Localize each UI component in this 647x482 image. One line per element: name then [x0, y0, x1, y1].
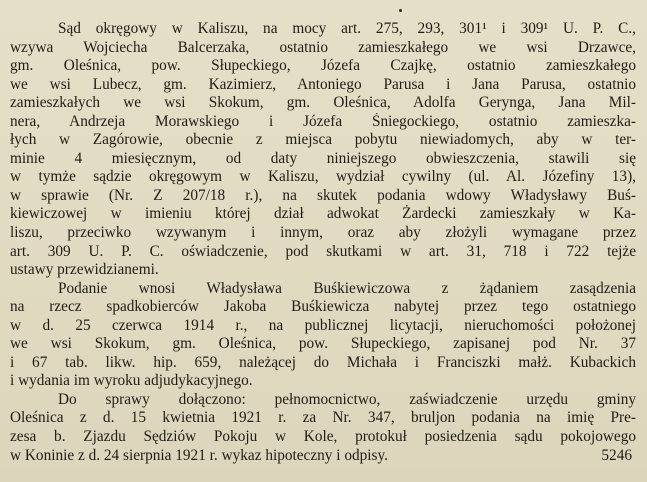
- court-notice-article: [10, 20, 636, 465]
- article-line-19: i 67 tab. likw. hip. 659, należącej do Michała i Franciszki małż. Kubackich: [10, 353, 636, 371]
- article-line-24: [10, 447, 636, 466]
- article-line-4: we wsi Lubecz, gm. Kazimierz, Antoniego Parusa i Jana Parusa, ostatnio: [10, 75, 636, 93]
- notice-number: 5246: [601, 446, 632, 464]
- article-line-7: łych w Zagórowie, obecnie z miejsca pobytu niewiadomych, aby w ter-: [10, 131, 636, 149]
- article-line-21: Do sprawy dołączono: pełnomocnictwo, zaświadczenie urzędu gminy: [58, 390, 636, 408]
- article-line-15: Podanie wnosi Władysława Buśkiewiczowa z żądaniem zasądzenia: [58, 279, 636, 297]
- article-line-2: wzywa Wojciecha Balcerzaka, ostatnio zamieszkałego we wsi Drzawce,: [10, 38, 636, 56]
- article-line-23: zesa b. Zjazdu Sędziów Pokoju w Kole, protokuł posiedzenia sądu pokojowego: [10, 428, 636, 446]
- article-line-1: Sąd okręgowy w Kaliszu, na mocy art. 275, 293, 301¹ i 309¹ U. P. C.,: [58, 20, 636, 37]
- article-line-14: ustawy przewidzianemi.: [10, 261, 159, 279]
- article-line-8: minie 4 miesięcznym, od daty niniejszego obwieszczenia, stawili się: [10, 149, 636, 167]
- print-dot-mark: [399, 9, 402, 12]
- article-line-18: we wsi Skokum, gm. Oleśnica, pow. Słupeckiego, zapisanej pod Nr. 37: [10, 335, 636, 353]
- article-final-text: w Koninie z d. 24 sierpnia 1921 r. wykaz hipoteczny i odpisy.: [10, 446, 388, 464]
- article-line-12: liszu, przeciwko wzywanym i innym, oraz aby złożyli wymagane przez: [10, 224, 636, 242]
- article-line-20: i wydania im wyroku adjudykacyjnego.: [10, 372, 253, 390]
- article-line-16: na rzecz spadkobierców Jakoba Buśkiewicza nabytej przez tego ostatniego: [10, 298, 636, 316]
- article-line-3: gm. Oleśnica, pow. Słupeckiego, Józefa Czajkę, ostatnio zamieszkałego: [10, 57, 636, 75]
- article-line-11: kiewiczowej w imieniu której dział adwokat Żardecki zamieszkały w Ka-: [10, 205, 636, 223]
- article-line-10: w sprawie (Nr. Z 207/18 r.), na skutek podania wdowy Władysławy Buś-: [10, 186, 636, 204]
- article-line-5: zamieszkałych we wsi Skokum, gm. Oleśnica, Adolfa Gerynga, Jana Mil-: [10, 94, 636, 112]
- article-line-22: Oleśnica z d. 15 kwietnia 1921 r. za Nr. 347, bruljon podania na imię Pre-: [10, 409, 636, 427]
- article-line-6: nera, Andrzeja Morawskiego i Józefa Śniegockiego, ostatnio zamieszka-: [10, 112, 636, 130]
- article-line-9: w tymże sądzie okręgowym w Kaliszu, wydział cywilny (ul. Al. Józefiny 13),: [10, 168, 636, 186]
- article-line-13: art. 309 U. P. C. oświadczenie, pod skutkami w art. 31, 718 i 722 tejże: [10, 242, 636, 260]
- article-line-17: w d. 25 czerwca 1914 r., na publicznej licytacji, nieruchomości położonej: [10, 316, 636, 334]
